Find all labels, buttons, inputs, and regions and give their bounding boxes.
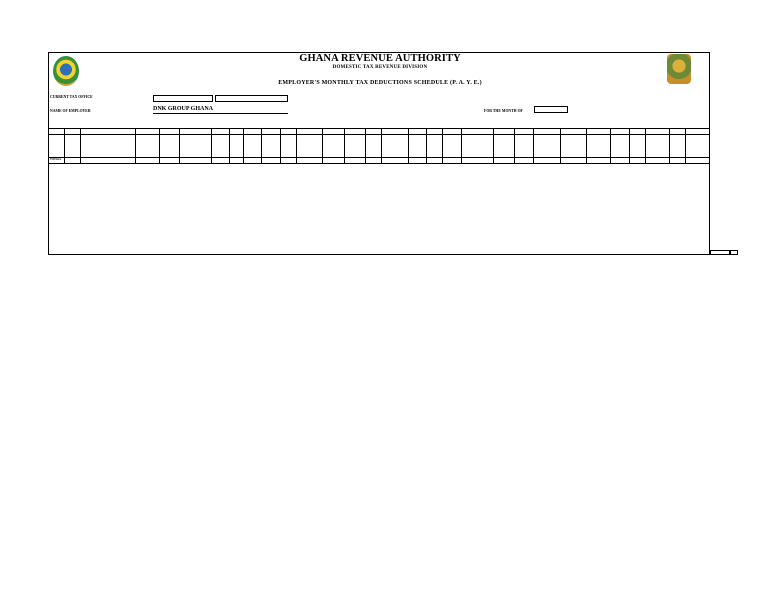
column-header [611,135,630,158]
totals-label: TOTALS [49,158,65,164]
column-header [296,135,323,158]
totals-cell [533,158,560,164]
totals-cell [179,158,211,164]
column-header [243,135,262,158]
column-header [560,135,587,158]
column-header [262,135,281,158]
column-header [427,135,443,158]
current-tax-office-label: CURRENT TAX OFFICE [50,95,93,99]
column-header [159,135,179,158]
column-header [669,135,685,158]
totals-cell [64,158,80,164]
overflow-cell [710,250,730,255]
totals-cell [515,158,534,164]
column-header [685,135,709,158]
column-header [64,135,80,158]
overflow-cell [730,250,738,255]
totals-cell [280,158,296,164]
totals-cell [262,158,281,164]
totals-cell [344,158,365,164]
column-header [443,135,462,158]
gra-logo-icon [53,56,79,86]
totals-cell [461,158,493,164]
totals-row [49,158,710,164]
column-header [230,135,243,158]
totals-cell [382,158,409,164]
column-header [533,135,560,158]
totals-cell [645,158,669,164]
column-header [461,135,493,158]
totals-cell [443,158,462,164]
totals-cell [493,158,514,164]
totals-cell [427,158,443,164]
column-header-row [49,135,710,158]
column-header [135,135,159,158]
column-header [629,135,645,158]
totals-cell [408,158,427,164]
name-of-employer-label: NAME OF EMPLOYER [50,109,91,113]
authority-title: GHANA REVENUE AUTHORITY [299,53,461,64]
column-header [49,135,65,158]
totals-cell [211,158,230,164]
coat-of-arms-icon [667,54,691,84]
column-header [179,135,211,158]
totals-cell [629,158,645,164]
schedule-title: EMPLOYER'S MONTHLY TAX DEDUCTIONS SCHEDULE (P. A. Y. E.) [278,80,482,86]
office-code-right[interactable] [215,95,288,102]
column-header [587,135,611,158]
totals-cell [611,158,630,164]
column-header [382,135,409,158]
division-title: DOMESTIC TAX REVENUE DIVISION [332,65,428,70]
totals-cell [135,158,159,164]
column-header [80,135,135,158]
totals-cell [323,158,344,164]
column-header [645,135,669,158]
totals-cell [587,158,611,164]
column-header [211,135,230,158]
column-header [344,135,365,158]
column-header [366,135,382,158]
totals-cell [80,158,135,164]
totals-cell [159,158,179,164]
column-header [493,135,514,158]
column-header [515,135,534,158]
totals-cell [560,158,587,164]
totals-cell [669,158,685,164]
employer-name-field[interactable]: DNK GROUP GHANA [153,106,288,114]
column-header [408,135,427,158]
column-header [280,135,296,158]
totals-cell [243,158,262,164]
month-field[interactable] [534,106,568,113]
deductions-table [48,128,710,164]
month-label: FOR THE MONTH OF [484,109,523,113]
column-header [323,135,344,158]
totals-cell [230,158,243,164]
totals-cell [685,158,709,164]
totals-cell [296,158,323,164]
totals-cell [366,158,382,164]
office-code-left[interactable] [153,95,213,102]
